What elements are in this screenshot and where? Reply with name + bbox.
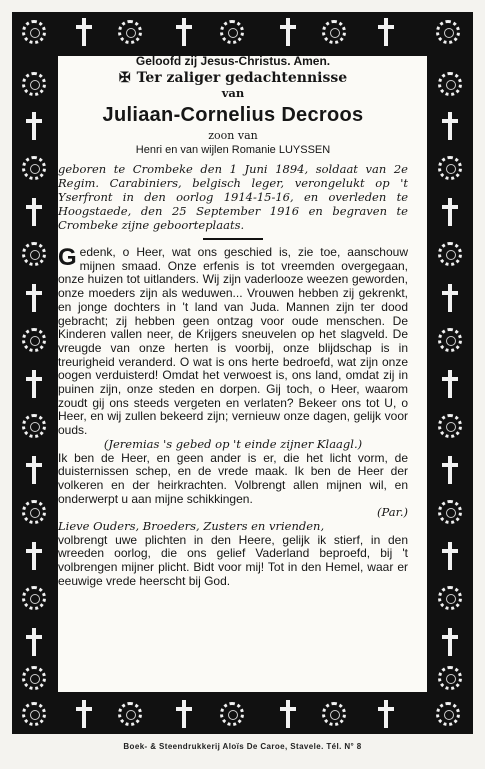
lamentation-source: (Jeremias 's gebed op 't einde zijner Klaagl.) (103, 436, 363, 451)
cross-icon (24, 198, 44, 226)
second-verse: Ik ben de Heer, en geen ander is er, die het licht vorm, de duisternissen schep, en de vrede maak. Ik ben de Heer der volkeren en der heirkrachten. Volbrengt allen mijnen wil, en onderwerpt u aan mijne schikkingen. (58, 450, 408, 506)
cross-icon (440, 112, 460, 140)
wreath-icon (22, 500, 46, 524)
cross-icon (376, 700, 396, 728)
cross-icon (24, 112, 44, 140)
wreath-icon (22, 414, 46, 438)
divider (203, 238, 263, 240)
wreath-icon (438, 586, 462, 610)
wreath-icon (438, 414, 462, 438)
wreath-icon (22, 242, 46, 266)
cross-icon (74, 18, 94, 46)
printer-imprint: Boek- & Steendrukkerij Aloïs De Caroe, Stavele. Tél. N° 8 (123, 742, 362, 751)
wreath-icon (118, 702, 142, 726)
wreath-icon (438, 500, 462, 524)
wreath-icon (22, 702, 46, 726)
wreath-icon (438, 242, 462, 266)
cross-icon (74, 700, 94, 728)
son-of-label: zoon van (208, 129, 258, 142)
cross-icon (24, 628, 44, 656)
cross-icon (24, 284, 44, 312)
wreath-icon (22, 328, 46, 352)
cross-icon (440, 198, 460, 226)
drop-cap: G (58, 244, 77, 271)
closing-text: volbrengt uwe plichten in den Heere, gelijk ik stierf, in den wreeden oorlog, die ons gelief Vaderland beproefd, bij 't volbrengen mijner plicht. Bidt voor mij! Tot in den Hemel, waar er eeuwige vrede heerscht bij God. (58, 532, 408, 588)
cross-icon (440, 284, 460, 312)
wreath-icon (220, 702, 244, 726)
wreath-icon (220, 20, 244, 44)
cross-icon (440, 370, 460, 398)
invocation: Geloofd zij Jesus-Christus. Amen. (135, 54, 331, 68)
wreath-icon (322, 20, 346, 44)
biography: geboren te Crombeke den 1 Juni 1894, soldaat van 2e Regim. Carabiniers, belgisch leger, verongelukt op 't Yserfront in den oorlog 1914-15-16, en overleden te Hoogstaede, den 25 September 1916 en begraven te Crombeke zijne geboorteplaats. (58, 162, 408, 232)
second-verse-source: (Par.) (377, 505, 408, 520)
cross-icon (24, 456, 44, 484)
cross-icon (24, 370, 44, 398)
maltese-cross-icon: ✠ (118, 70, 131, 86)
cross-icon (440, 456, 460, 484)
cross-icon (24, 542, 44, 570)
memorial-heading: ✠ Ter zaliger gedachtennisse (118, 70, 348, 86)
cross-icon (278, 700, 298, 728)
cross-icon (278, 18, 298, 46)
wreath-icon (22, 586, 46, 610)
wreath-icon (436, 20, 460, 44)
wreath-icon (118, 20, 142, 44)
closing-address: Lieve Ouders, Broeders, Zusters en vrienden, (58, 519, 325, 534)
wreath-icon (22, 666, 46, 690)
prayer-text (58, 246, 408, 589)
wreath-icon (322, 702, 346, 726)
cross-icon (440, 628, 460, 656)
wreath-icon (436, 702, 460, 726)
cross-icon (376, 18, 396, 46)
wreath-icon (22, 20, 46, 44)
wreath-icon (22, 72, 46, 96)
wreath-icon (438, 328, 462, 352)
van-label: van (221, 86, 245, 100)
parents-names: Henri en van wijlen Romanie LUYSSEN (135, 144, 331, 156)
wreath-icon (438, 666, 462, 690)
deceased-name: Juliaan-Cornelius Decroos (102, 104, 364, 126)
wreath-icon (22, 156, 46, 180)
wreath-icon (438, 156, 462, 180)
lamentation-verse: Gedenk, o Heer, wat ons geschied is, zie toe, aanschouw mijnen smaad. Onze erfenis is tot vreemden overgegaan, onze huizen tot uitlanders. Wij zijn vaderlooze weezen geworden, onze moeders zijn als weduwen... Vrouwen hebben zij gekrenkt, en jonge dochters in 't land van Juda. Mannen zijn ter dood gebracht; zij hebben geen ontzag voor oude menschen. De Kinderen vallen neer, de Krijgers sneuvelen op het slagveld. De vreugde van onze herten is voorbij, onze blijdschap is in treurigheid veranderd. O wat is ons herte bedroefd, wat zijn onze oogen verduisterd! Omdat het verwoest is, ons land, omdat zij in puinen zijn, onze steden en dorpen. Gij toch, o Heer, waarom zoudt gij ons steeds vergeten en verlaten? Bekeer ons tot U, o Heer, en wij zullen bekeerd zijn; vernieuw onze dagen, gelijk voor ouds. (58, 244, 408, 438)
wreath-icon (438, 72, 462, 96)
cross-icon (440, 542, 460, 570)
card-text (58, 50, 408, 589)
cross-icon (174, 18, 194, 46)
cross-icon (174, 700, 194, 728)
